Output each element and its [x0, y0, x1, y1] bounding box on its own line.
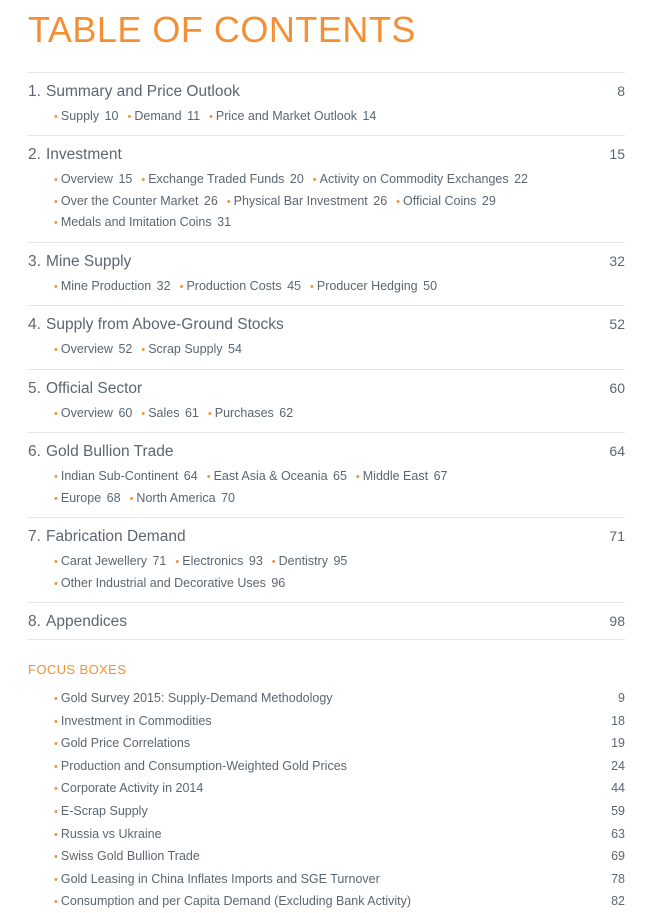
toc-subsection-label: Europe: [60, 490, 102, 505]
toc-subsection-item[interactable]: [141, 172, 312, 186]
toc-chapter[interactable]: [28, 72, 625, 136]
bullet-icon: •: [207, 407, 212, 420]
page-title: TABLE OF CONTENTS: [28, 9, 416, 50]
bullet-icon: •: [206, 471, 211, 484]
bullet-icon: •: [141, 174, 146, 187]
toc-chapter-row: [28, 146, 625, 164]
bullet-icon: •: [54, 471, 58, 484]
toc-chapter[interactable]: [28, 305, 625, 369]
toc-subsection-page-number: 29: [481, 193, 496, 208]
toc-chapter-number: 1.: [28, 82, 41, 100]
focus-box-label: Russia vs Ukraine: [60, 826, 162, 841]
toc-chapter-page-number: 60: [609, 379, 625, 396]
toc-subsection-label: Scrap Supply: [148, 342, 223, 357]
toc-chapter-page-number: 32: [609, 252, 625, 269]
toc-subsection-page-number: 67: [433, 469, 448, 484]
toc-chapter-title: [28, 528, 186, 546]
toc-subsection-line: [28, 488, 625, 510]
bullet-icon: •: [312, 174, 317, 187]
toc-subsection-line: [28, 191, 625, 213]
focus-box-page-number: 69: [611, 849, 625, 864]
bullet-icon: •: [54, 217, 58, 230]
toc-subsection-label: Sales: [148, 405, 180, 420]
focus-box-item[interactable]: [28, 755, 625, 778]
toc-subsection-item[interactable]: [54, 172, 141, 186]
toc-subsection-page-number: 32: [156, 278, 171, 293]
bullet-icon: •: [141, 407, 146, 420]
toc-subsection-group: [28, 403, 625, 425]
toc-chapter-row: [28, 380, 625, 398]
toc-subsection-line: [28, 551, 625, 573]
toc-subsection-label: Physical Bar Investment: [233, 193, 368, 208]
focus-box-label-wrap: [54, 687, 333, 710]
toc-subsection-item[interactable]: [208, 406, 293, 420]
focus-box-label-wrap: [54, 777, 203, 800]
toc-subsection-item[interactable]: [356, 469, 448, 483]
focus-box-label: Gold Price Correlations: [60, 736, 191, 751]
toc-chapter-label: Summary and Price Outlook: [46, 82, 240, 100]
toc-subsection-item[interactable]: [54, 576, 285, 590]
bullet-icon: •: [54, 280, 58, 293]
toc-subsection-page-number: 95: [333, 554, 348, 569]
bullet-icon: •: [54, 344, 58, 357]
toc-subsection-item[interactable]: [54, 491, 130, 505]
toc-chapter[interactable]: [28, 369, 625, 433]
toc-subsection-label: Overview: [60, 405, 113, 420]
toc-subsection-page-number: 31: [217, 215, 232, 230]
toc-subsection-page-number: 26: [373, 193, 388, 208]
toc-subsection-item[interactable]: [207, 469, 356, 483]
toc-chapter[interactable]: [28, 242, 625, 306]
toc-chapter-title: [28, 380, 142, 398]
toc-chapter-number: 5.: [28, 379, 41, 397]
bullet-icon: •: [54, 873, 58, 886]
bullet-icon: •: [54, 407, 58, 420]
toc-chapter-number: 7.: [28, 528, 41, 546]
focus-box-page-number: 9: [618, 691, 625, 706]
toc-chapter-page-number: 15: [609, 146, 625, 163]
toc-subsection-page-number: 22: [514, 172, 529, 187]
bullet-icon: •: [226, 195, 231, 208]
bullet-icon: •: [54, 738, 58, 751]
toc-subsection-line: [28, 466, 625, 488]
toc-subsection-label: Production Costs: [186, 278, 282, 293]
toc-subsection-page-number: 45: [287, 278, 302, 293]
toc-subsection-item[interactable]: [180, 279, 310, 293]
toc-subsection-item[interactable]: [141, 406, 208, 420]
toc-subsection-label: Demand: [134, 108, 182, 123]
toc-chapter-title: [28, 253, 131, 271]
toc-subsection-label: Price and Market Outlook: [215, 108, 357, 123]
toc-subsection-page-number: 14: [362, 108, 377, 123]
focus-box-label-wrap: [54, 755, 347, 778]
toc-subsection-label: Exchange Traded Funds: [148, 172, 285, 187]
toc-subsection-line: [28, 169, 625, 191]
toc-chapter-page-number: 8: [617, 82, 625, 99]
toc-subsection-label: Over the Counter Market: [60, 193, 199, 208]
bullet-icon: •: [54, 174, 58, 187]
focus-box-item[interactable]: [28, 777, 625, 800]
toc-chapter-number: 2.: [28, 146, 41, 164]
toc-chapter-row: [28, 316, 625, 334]
focus-box-item[interactable]: [28, 687, 625, 710]
focus-box-page-number: 82: [611, 894, 625, 909]
toc-subsection-label: Other Industrial and Decorative Uses: [60, 575, 266, 590]
bullet-icon: •: [271, 556, 276, 569]
toc-subsection-label: Indian Sub-Continent: [60, 469, 179, 484]
toc-subsection-item[interactable]: [54, 554, 175, 568]
toc-subsection-item[interactable]: [175, 554, 271, 568]
toc-chapter-page-number: 52: [609, 316, 625, 333]
toc-subsection-line: [28, 573, 625, 595]
focus-box-item[interactable]: [28, 845, 625, 868]
toc-subsection-line: [28, 106, 625, 128]
toc-subsection-page-number: 11: [187, 108, 201, 123]
toc-subsection-page-number: 15: [118, 172, 133, 187]
focus-box-page-number: 44: [611, 781, 625, 796]
toc-chapter-title: [28, 83, 240, 101]
focus-box-label: Consumption and per Capita Demand (Excluding Bank Activity): [60, 894, 412, 909]
focus-box-page-number: 59: [611, 803, 625, 818]
toc-subsection-item[interactable]: [54, 342, 141, 356]
bullet-icon: •: [175, 556, 180, 569]
toc-chapter-label: Mine Supply: [46, 252, 132, 270]
focus-box-label: Investment in Commodities: [60, 713, 212, 728]
bullet-icon: •: [54, 896, 58, 909]
toc-subsection-item[interactable]: [127, 109, 209, 123]
bullet-icon: •: [129, 492, 134, 505]
focus-box-label-wrap: [54, 732, 190, 755]
bullet-icon: •: [54, 492, 58, 505]
toc-chapter-page-number: 64: [609, 443, 625, 460]
toc-chapter-number: 6.: [28, 443, 41, 461]
toc-subsection-item[interactable]: [54, 279, 180, 293]
toc-subsection-item[interactable]: [227, 194, 396, 208]
focus-box-label: Swiss Gold Bullion Trade: [60, 849, 200, 864]
bullet-icon: •: [54, 577, 58, 590]
toc-chapter-label: Appendices: [46, 613, 128, 631]
toc-subsection-page-number: 62: [279, 405, 294, 420]
bullet-icon: •: [54, 783, 58, 796]
toc-subsection-line: [28, 339, 625, 361]
toc-subsection-page-number: 68: [106, 490, 121, 505]
toc-chapter-page-number: 71: [609, 528, 625, 545]
bullet-icon: •: [209, 110, 213, 123]
toc-subsection-group: [28, 169, 625, 234]
toc-chapter-row: [28, 253, 625, 271]
toc-subsection-label: Supply: [60, 108, 100, 123]
toc-subsection-page-number: 20: [289, 172, 304, 187]
bullet-icon: •: [141, 344, 146, 357]
toc-subsection-page-number: 65: [333, 469, 347, 484]
focus-box-item[interactable]: [28, 890, 625, 913]
toc-subsection-line: [28, 403, 625, 425]
focus-box-label-wrap: [54, 890, 411, 913]
toc-chapter-list: [28, 72, 625, 641]
focus-box-page-number: 24: [611, 758, 625, 773]
toc-chapter-row: [28, 528, 625, 546]
toc-subsection-item[interactable]: [272, 554, 348, 568]
toc-subsection-page-number: 10: [104, 108, 119, 123]
focus-box-label: E-Scrap Supply: [60, 803, 148, 818]
focus-box-page-number: 78: [611, 871, 625, 886]
bullet-icon: •: [54, 828, 58, 841]
focus-box-label-wrap: [54, 710, 212, 733]
toc-chapter-number: 4.: [28, 316, 41, 334]
toc-subsection-page-number: 96: [271, 575, 286, 590]
toc-subsection-label: North America: [136, 490, 216, 505]
toc-chapter-title: [28, 443, 174, 461]
toc-subsection-group: [28, 466, 625, 509]
focus-box-label: Production and Consumption-Weighted Gold Prices: [60, 758, 347, 773]
toc-subsection-group: [28, 551, 625, 594]
toc-subsection-item[interactable]: [54, 215, 231, 229]
focus-box-page-number: 19: [611, 736, 625, 751]
focus-box-label-wrap: [54, 823, 162, 846]
focus-box-item[interactable]: [28, 800, 625, 823]
toc-chapter-title: [28, 146, 122, 164]
focus-box-label: Gold Leasing in China Inflates Imports and SGE Turnover: [60, 871, 380, 886]
bullet-icon: •: [54, 805, 58, 818]
focus-box-page-number: 18: [611, 713, 625, 728]
toc-subsection-group: [28, 276, 625, 298]
bullet-icon: •: [310, 280, 314, 293]
bullet-icon: •: [54, 693, 58, 706]
bullet-icon: •: [355, 471, 360, 484]
toc-chapter-number: 8.: [28, 613, 41, 631]
toc-subsection-label: East Asia & Oceania: [213, 469, 328, 484]
toc-chapter-label: Official Sector: [46, 379, 143, 397]
toc-subsection-label: Middle East: [362, 469, 429, 484]
toc-chapter[interactable]: [28, 602, 625, 640]
toc-chapter[interactable]: [28, 517, 625, 602]
toc-chapter-row: [28, 443, 625, 461]
toc-subsection-item[interactable]: [209, 109, 376, 123]
toc-subsection-item[interactable]: [396, 194, 496, 208]
toc-subsection-page-number: 70: [221, 490, 236, 505]
toc-subsection-item[interactable]: [54, 194, 227, 208]
toc-chapter-title: [28, 613, 127, 631]
toc-subsection-label: Mine Production: [60, 278, 152, 293]
toc-subsection-label: Carat Jewellery: [60, 554, 147, 569]
toc-subsection-page-number: 26: [203, 193, 218, 208]
focus-box-label: Corporate Activity in 2014: [60, 781, 204, 796]
toc-subsection-line: [28, 276, 625, 298]
bullet-icon: •: [54, 851, 58, 864]
bullet-icon: •: [54, 760, 58, 773]
toc-subsection-label: Official Coins: [403, 193, 477, 208]
bullet-icon: •: [396, 195, 401, 208]
toc-subsection-group: [28, 106, 625, 128]
toc-chapter-label: Supply from Above-Ground Stocks: [46, 316, 284, 334]
toc-subsection-page-number: 50: [423, 278, 438, 293]
toc-subsection-item[interactable]: [54, 109, 127, 123]
bullet-icon: •: [54, 715, 58, 728]
toc-chapter-row: [28, 83, 625, 101]
focus-boxes-list: [28, 687, 625, 913]
toc-page: [0, 9, 653, 909]
toc-chapter-number: 3.: [28, 252, 41, 270]
toc-subsection-page-number: 71: [152, 554, 167, 569]
toc-chapter-title: [28, 316, 284, 334]
toc-subsection-item[interactable]: [130, 491, 235, 505]
toc-chapter[interactable]: [28, 135, 625, 242]
focus-box-label: Gold Survey 2015: Supply-Demand Methodology: [60, 691, 333, 706]
toc-subsection-page-number: 54: [228, 342, 242, 357]
focus-box-label-wrap: [54, 868, 380, 891]
toc-subsection-item[interactable]: [141, 342, 242, 356]
toc-subsection-group: [28, 339, 625, 361]
toc-subsection-label: Overview: [60, 172, 113, 187]
bullet-icon: •: [54, 195, 58, 208]
toc-subsection-line: [28, 212, 625, 234]
focus-box-label-wrap: [54, 845, 200, 868]
toc-subsection-page-number: 52: [118, 342, 133, 357]
toc-subsection-item[interactable]: [310, 279, 437, 293]
toc-subsection-label: Producer Hedging: [316, 278, 418, 293]
bullet-icon: •: [179, 280, 184, 293]
bullet-icon: •: [127, 110, 132, 123]
toc-subsection-page-number: 60: [118, 405, 133, 420]
toc-chapter-page-number: 98: [609, 613, 625, 630]
bullet-icon: •: [54, 556, 58, 569]
focus-boxes-heading: FOCUS BOXES: [28, 662, 127, 678]
bullet-icon: •: [54, 110, 58, 123]
focus-box-item[interactable]: [28, 710, 625, 733]
toc-subsection-item[interactable]: [313, 172, 528, 186]
toc-subsection-page-number: 64: [183, 469, 198, 484]
focus-box-item[interactable]: [28, 868, 625, 891]
toc-chapter-label: Investment: [46, 146, 122, 164]
toc-subsection-item[interactable]: [54, 469, 207, 483]
focus-box-item[interactable]: [28, 823, 625, 846]
toc-subsection-item[interactable]: [54, 406, 141, 420]
toc-chapter-label: Fabrication Demand: [46, 528, 186, 546]
focus-box-page-number: 63: [611, 826, 625, 841]
toc-subsection-label: Purchases: [214, 405, 274, 420]
toc-subsection-label: Dentistry: [278, 554, 328, 569]
toc-subsection-page-number: 93: [248, 554, 263, 569]
toc-subsection-label: Overview: [60, 342, 113, 357]
focus-box-label-wrap: [54, 800, 148, 823]
toc-chapter[interactable]: [28, 432, 625, 517]
toc-subsection-label: Activity on Commodity Exchanges: [319, 172, 509, 187]
toc-subsection-label: Medals and Imitation Coins: [60, 215, 212, 230]
toc-chapter-label: Gold Bullion Trade: [46, 443, 174, 461]
focus-box-item[interactable]: [28, 732, 625, 755]
toc-chapter-row: [28, 613, 625, 631]
toc-subsection-label: Electronics: [182, 554, 244, 569]
toc-subsection-page-number: 61: [184, 405, 199, 420]
